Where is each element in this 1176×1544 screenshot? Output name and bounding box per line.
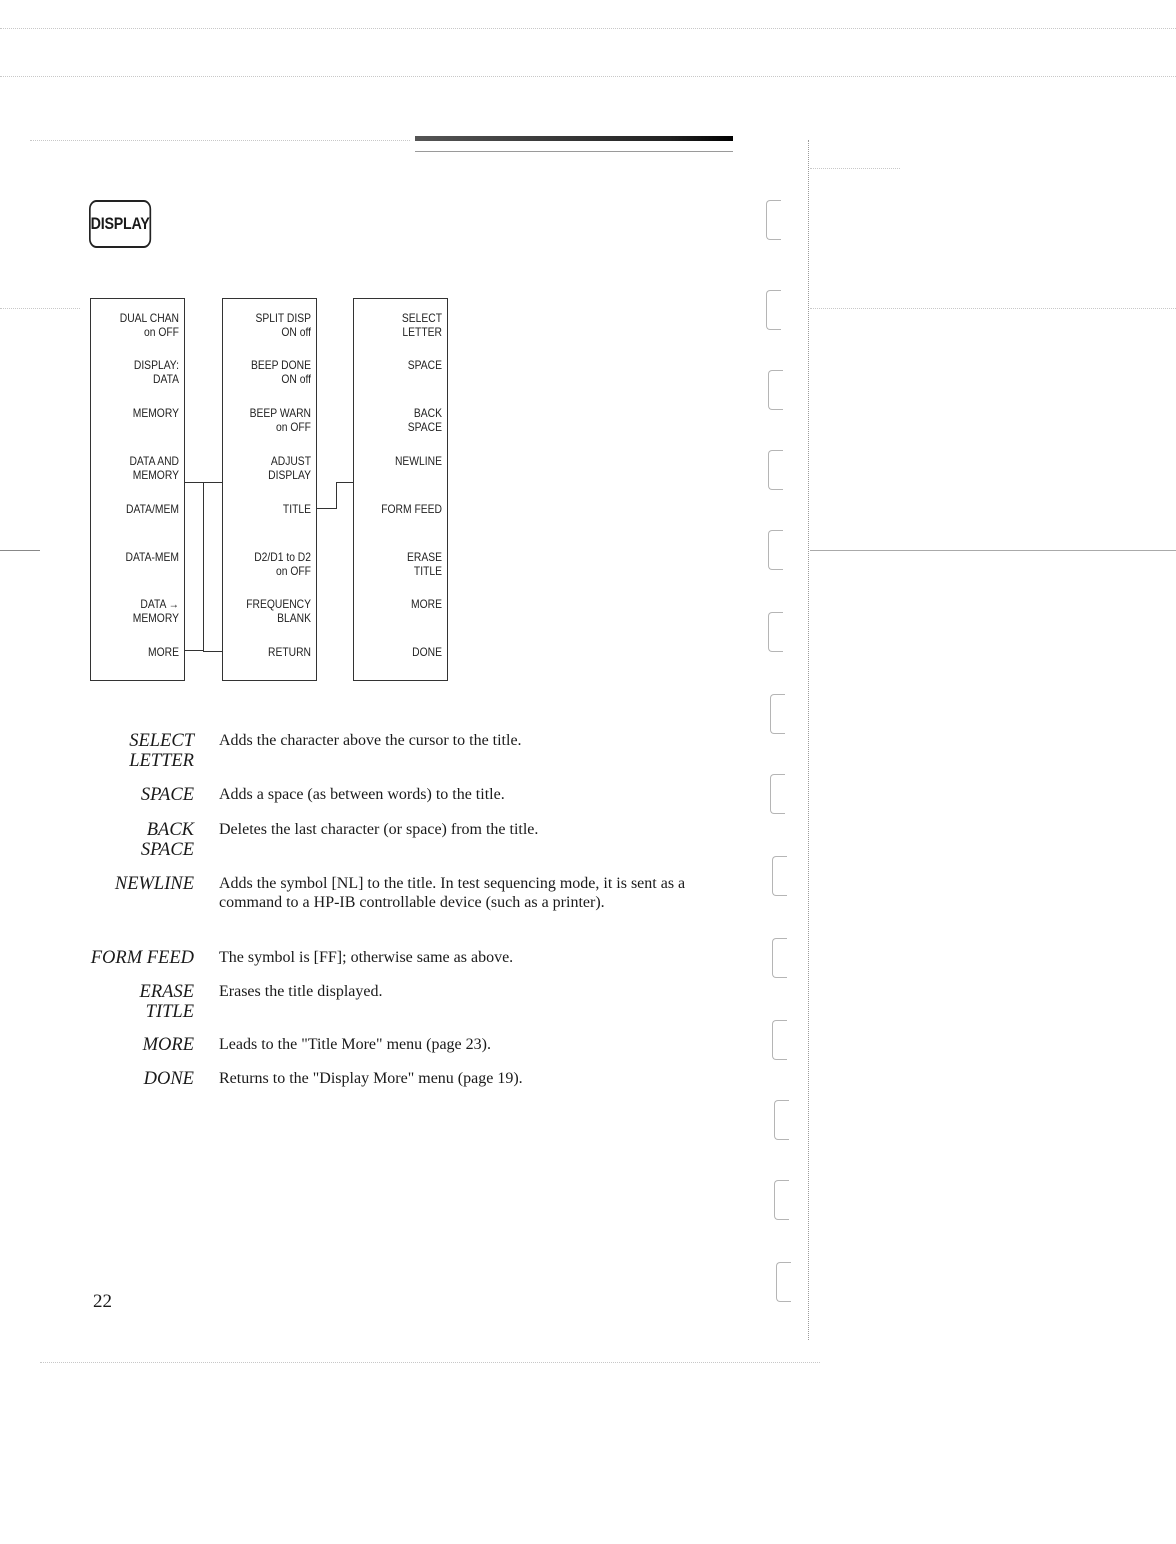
header-subrule	[415, 151, 733, 152]
page-number: 22	[93, 1291, 112, 1312]
desc-text: Deletes the last character (or space) from the title.	[219, 821, 539, 838]
page-edge	[808, 140, 809, 1340]
softkey-beep-warn: BEEP WARN on OFF	[249, 406, 311, 434]
scan-artifact-line	[40, 1362, 820, 1363]
desc-term: BACK SPACE	[140, 820, 194, 860]
connector-more-to-display-more	[203, 482, 222, 652]
scan-artifact-line	[0, 28, 1176, 29]
margin-tab-mark	[774, 1180, 789, 1220]
softkey-form-feed: FORM FEED	[381, 502, 442, 516]
display-menu	[90, 298, 185, 681]
softkey-frequency-blank: FREQUENCY BLANK	[246, 597, 311, 625]
softkey-more: MORE	[148, 645, 179, 659]
margin-tab-mark	[768, 450, 783, 490]
softkey-done: DONE	[412, 645, 442, 659]
softkey-data-and-memory: DATA AND MEMORY	[129, 454, 179, 482]
display-key: DISPLAY	[89, 200, 151, 248]
softkey-data-minus-mem: DATA-MEM	[125, 550, 179, 564]
display-more-menu	[222, 298, 317, 681]
margin-tab-mark	[774, 1100, 789, 1140]
softkey-title-more: MORE	[411, 597, 442, 611]
softkey-title: TITLE	[282, 502, 311, 516]
softkey-data-div-mem: DATA/MEM	[126, 502, 179, 516]
header-rule	[415, 136, 733, 141]
desc-text: Returns to the "Display More" menu (page 19).	[219, 1070, 523, 1087]
softkey-memory: MEMORY	[132, 406, 179, 420]
desc-text: Adds a space (as between words) to the title.	[219, 786, 505, 803]
softkey-erase-title: ERASE TITLE	[407, 550, 442, 578]
softkey-dual-chan: DUAL CHAN on OFF	[119, 311, 179, 339]
softkey-split-disp: SPLIT DISP ON off	[255, 311, 311, 339]
scan-artifact-line	[0, 76, 1176, 77]
softkey-space: SPACE	[407, 358, 442, 372]
softkey-beep-done: BEEP DONE ON off	[250, 358, 311, 386]
desc-text: Adds the character above the cursor to the title.	[219, 732, 522, 749]
softkey-d2-d1-to-d2: D2/D1 to D2 on OFF	[254, 550, 311, 578]
margin-tab-mark	[766, 200, 781, 240]
desc-term: SPACE	[140, 785, 194, 805]
desc-term: NEWLINE	[114, 874, 194, 894]
desc-text: Leads to the "Title More" menu (page 23).	[219, 1036, 491, 1053]
margin-tab-mark	[766, 290, 781, 330]
connector-more-to-display-more	[185, 650, 203, 651]
connector-title-to-title-menu	[317, 482, 337, 509]
scan-artifact-line	[810, 550, 1176, 551]
scan-artifact-line	[810, 308, 1176, 309]
desc-text: Erases the title displayed.	[219, 983, 383, 1000]
desc-term: FORM FEED	[90, 948, 194, 968]
title-menu	[353, 298, 448, 681]
scan-artifact-line	[0, 550, 40, 551]
desc-term: MORE	[142, 1035, 194, 1055]
margin-tab-mark	[772, 1020, 787, 1060]
desc-term: SELECT LETTER	[129, 731, 194, 771]
softkey-return: RETURN	[268, 645, 311, 659]
margin-tab-mark	[768, 530, 783, 570]
margin-tab-mark	[770, 694, 785, 734]
desc-text: Adds the symbol [NL] to the title. In test sequencing mode, it is sent as a command to a HP-IB controllable device (such as a printer).	[219, 875, 686, 911]
softkey-back-space: BACK SPACE	[407, 406, 442, 434]
desc-term: ERASE TITLE	[139, 982, 194, 1022]
margin-tab-mark	[770, 774, 785, 814]
margin-tab-mark	[768, 370, 783, 410]
softkey-select-letter: SELECT LETTER	[401, 311, 442, 339]
margin-tab-mark	[776, 1262, 791, 1302]
margin-tab-mark	[772, 938, 787, 978]
desc-term: DONE	[143, 1069, 194, 1089]
margin-tab-mark	[772, 856, 787, 896]
margin-tab-mark	[768, 612, 783, 652]
connector-title-to-title-menu	[336, 482, 353, 483]
scan-artifact-line	[30, 140, 410, 141]
desc-text: The symbol is [FF]; otherwise same as above.	[219, 949, 514, 966]
softkey-display-data: DISPLAY: DATA	[133, 358, 179, 386]
softkey-newline: NEWLINE	[394, 454, 442, 468]
softkey-adjust-display: ADJUST DISPLAY	[268, 454, 311, 482]
softkey-data-to-memory: DATA → MEMORY	[132, 597, 179, 625]
scan-artifact-line	[0, 308, 80, 309]
scan-artifact-line	[810, 168, 900, 169]
